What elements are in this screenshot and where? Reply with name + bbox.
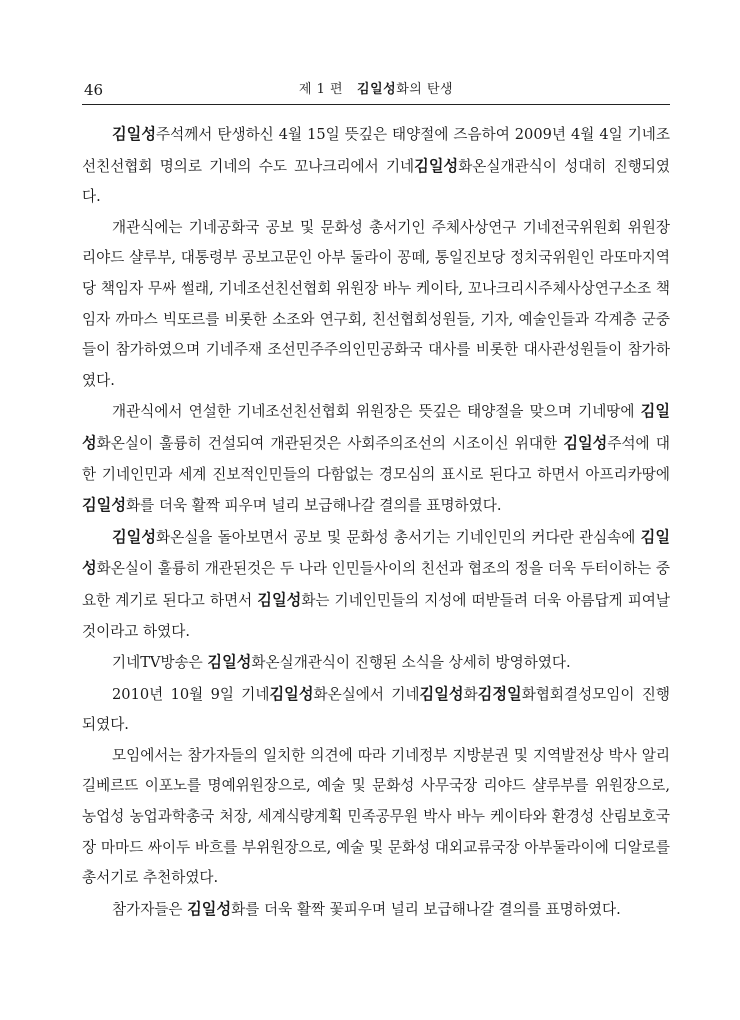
paragraph: [82, 119, 670, 213]
text-run: 주석께서 탄생하신 4월 15일 뜻깊은 태양절에 즈음하여 2009년 4월 4일 기네조선친선협회 명의로 기네의 수도 꼬나크리에서 기네: [82, 126, 670, 175]
text-run: 개관식에서 연설한 기네조선친선협회 위원장은 뜻깊은 태양절을 맞으며 기네땅에: [112, 403, 641, 421]
text-run: 모임에서는 참가자들의 일치한 의견에 따라 기네정부 지방분권 및 지역발전상 박사 알리 길베르뜨 이포노를 명예위원장으로, 예술 및 문화성 사무국장 리야드 샬루부를 위원장으로, 농업성 농업과학총국 처장, 세계식량계획 민족공무원 박사 바누 케이타와 환경성 산림보호국장 마마드 싸이두 바흐를 부위원장으로, 예술 및 문화성 대외교류국장 아부둘라이에 디알로를 총서기로 추천하였다.: [82, 746, 670, 887]
text-run: 화온실이 훌륭히 개관된것은 두 나라 인민들사이의 친선과 협조의 정을 더욱 두터이하는 중요한 계기로 된다고 하면서: [82, 560, 670, 609]
bold-name: 김일성: [414, 156, 459, 175]
paragraph: [82, 213, 670, 397]
paragraph: [82, 647, 670, 679]
bold-name: 김정일: [477, 684, 522, 703]
text-run: 화협회결성모임이 진행되였다.: [82, 685, 670, 734]
chapter-title: [82, 80, 670, 100]
text-run: 참가자들은: [112, 900, 188, 918]
body-text: [82, 119, 670, 925]
text-run: 화온실개관식이 진행된 소식을 상세히 방영하였다.: [251, 654, 571, 672]
running-header: [82, 0, 670, 105]
bold-name: 김일성: [257, 590, 302, 609]
paragraph: [82, 894, 670, 926]
text-run: 화온실이 훌륭히 건설되여 개관된것은 사회주의조선의 시조이신 위대한: [96, 434, 564, 452]
text-run: 화: [463, 685, 478, 703]
chapter-label: 제 1 편: [298, 82, 344, 97]
bold-name: 김일성: [82, 496, 127, 515]
text-run: 화온실개관식이 성대히 진행되였다.: [82, 157, 670, 206]
book-page: [82, 0, 670, 925]
bold-name: 김일성: [112, 527, 157, 546]
paragraph: [82, 522, 670, 647]
bold-name: 김일성: [112, 125, 157, 143]
text-run: 화온실을 돌아보면서 공보 및 문화성 총서기는 기네인민의 커다란 관심속에: [156, 528, 641, 546]
bold-name: 김일성: [563, 433, 608, 452]
text-run: 화를 더욱 활짝 꽃피우며 널리 보급해나갈 결의를 표명하였다.: [231, 900, 621, 918]
bold-name: 김일성: [82, 402, 670, 452]
paragraph: [82, 741, 670, 894]
text-run: 주석에 대한 기네인민과 세계 진보적인민들의 다함없는 경모심의 표시로 된다고 하면서 아프리카땅에: [82, 434, 670, 483]
text-run: 2010년 10월 9일 기네: [112, 685, 270, 703]
bold-name: 김일성: [269, 684, 314, 703]
bold-name: 김일성: [82, 527, 670, 578]
text-run: 화를 더욱 활짝 피우며 널리 보급해나갈 결의를 표명하였다.: [126, 497, 502, 515]
page-number: 46: [84, 81, 104, 99]
text-run: 화온실에서 기네: [313, 685, 420, 703]
bold-name: 김일성: [187, 899, 232, 918]
paragraph: [82, 679, 670, 741]
text-run: 화는 기네인민들의 지성에 떠받들려 더욱 아름답게 피여날것이라고 하였다.: [82, 591, 670, 640]
text-run: 개관식에는 기네공화국 공보 및 문화성 총서기인 주체사상연구 기네전국위원회 위원장 리야드 샬루부, 대통령부 공보고문인 아부 둘라이 꽁떼, 통일진보당 정치국위원인 라또마지역당 책임자 무싸 썰래, 기네조선친선협회 위원장 바누 케이타, 꼬나크리시주체사상연구소조 책임자 까마스 빅또르를 비롯한 소조와 연구회, 친선협회성원들, 기자, 예술인들과 각계층 군중들이 참가하였으며 기네주재 조선민주주의인민공화국 대사를 비롯한 대사관성원들이 참가하였다.: [82, 218, 670, 389]
chapter-name-rest: 화의 탄생: [396, 82, 454, 97]
paragraph: [82, 396, 670, 521]
bold-name: 김일성: [419, 684, 464, 703]
text-run: 기네TV방송은: [112, 654, 208, 672]
chapter-name-bold: 김일성: [357, 82, 397, 97]
bold-name: 김일성: [207, 653, 252, 672]
